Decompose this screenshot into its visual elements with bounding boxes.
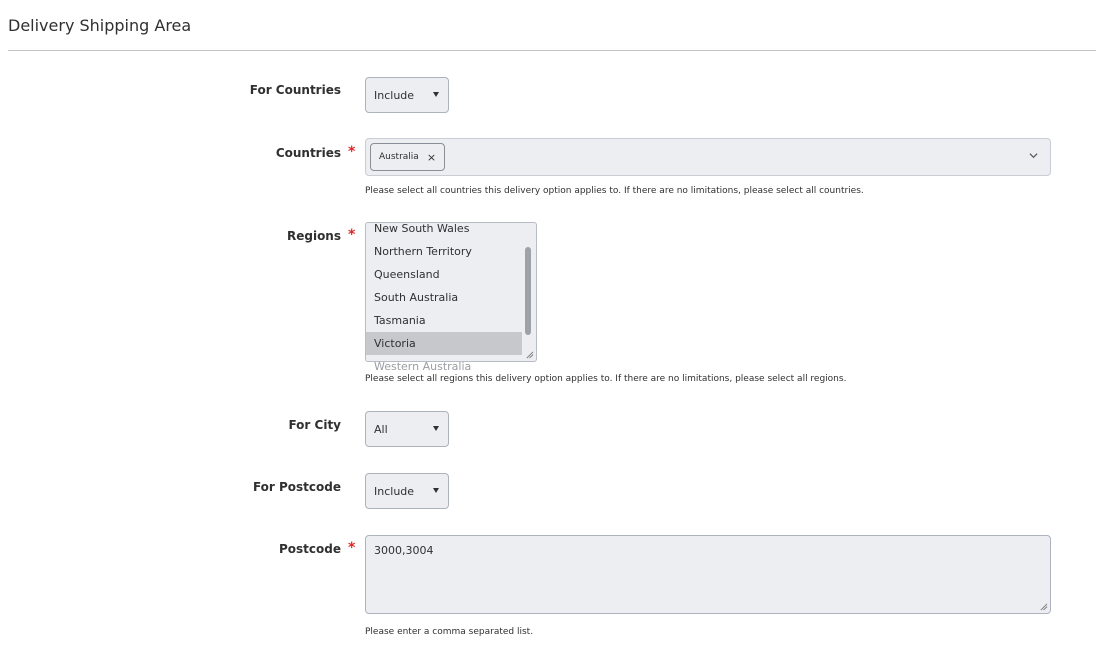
countries-multiselect[interactable] (365, 138, 1051, 176)
country-chip-label: Australia (379, 152, 419, 162)
chip-remove-icon[interactable]: × (426, 150, 437, 164)
section-title: Delivery Shipping Area (8, 16, 192, 35)
section-divider (8, 50, 1096, 51)
regions-hint: Please select all regions this delivery option applies to. If there are no limitations, please select all regions. (365, 374, 847, 384)
for-city-select[interactable] (365, 411, 449, 447)
regions-scrollbar[interactable] (522, 225, 534, 349)
regions-required-mark: * (348, 227, 356, 243)
for-countries-select[interactable] (365, 77, 449, 113)
region-option[interactable]: Western Australia (374, 360, 472, 373)
country-chip-australia (370, 143, 445, 171)
region-option-selected[interactable]: Victoria (366, 332, 522, 355)
for-city-value: All (374, 423, 388, 436)
postcode-required-mark: * (348, 540, 356, 556)
for-postcode-select[interactable] (365, 473, 449, 509)
countries-label: Countries (275, 146, 341, 160)
regions-scroll-thumb[interactable] (525, 247, 531, 335)
for-postcode-value: Include (374, 485, 415, 498)
countries-required-mark: * (348, 144, 356, 160)
region-option[interactable]: Queensland (374, 268, 440, 281)
region-option[interactable]: New South Wales (374, 222, 470, 235)
region-option[interactable]: South Australia (374, 291, 459, 304)
for-countries-label: For Countries (249, 83, 341, 97)
countries-hint: Please select all countries this delivery option applies to. If there are no limitations, please select all countries. (365, 186, 864, 196)
for-city-label: For City (288, 418, 341, 432)
caret-down-icon (433, 488, 439, 493)
postcode-textarea[interactable] (365, 535, 1051, 614)
postcode-label: Postcode (278, 542, 341, 556)
chevron-down-icon[interactable] (1029, 151, 1038, 160)
postcode-value: 3000,3004 (374, 544, 434, 557)
for-countries-value: Include (374, 89, 415, 102)
caret-down-icon (433, 92, 439, 97)
resize-grip-icon[interactable] (525, 350, 534, 359)
regions-listbox[interactable] (365, 222, 537, 373)
postcode-hint: Please enter a comma separated list. (365, 627, 534, 637)
regions-options (366, 217, 522, 378)
resize-grip-icon[interactable] (1039, 602, 1048, 611)
for-postcode-label: For Postcode (252, 480, 341, 494)
region-option[interactable]: Northern Territory (374, 245, 472, 258)
regions-label: Regions (286, 229, 341, 243)
caret-down-icon (433, 426, 439, 431)
region-option[interactable]: Tasmania (374, 314, 426, 327)
